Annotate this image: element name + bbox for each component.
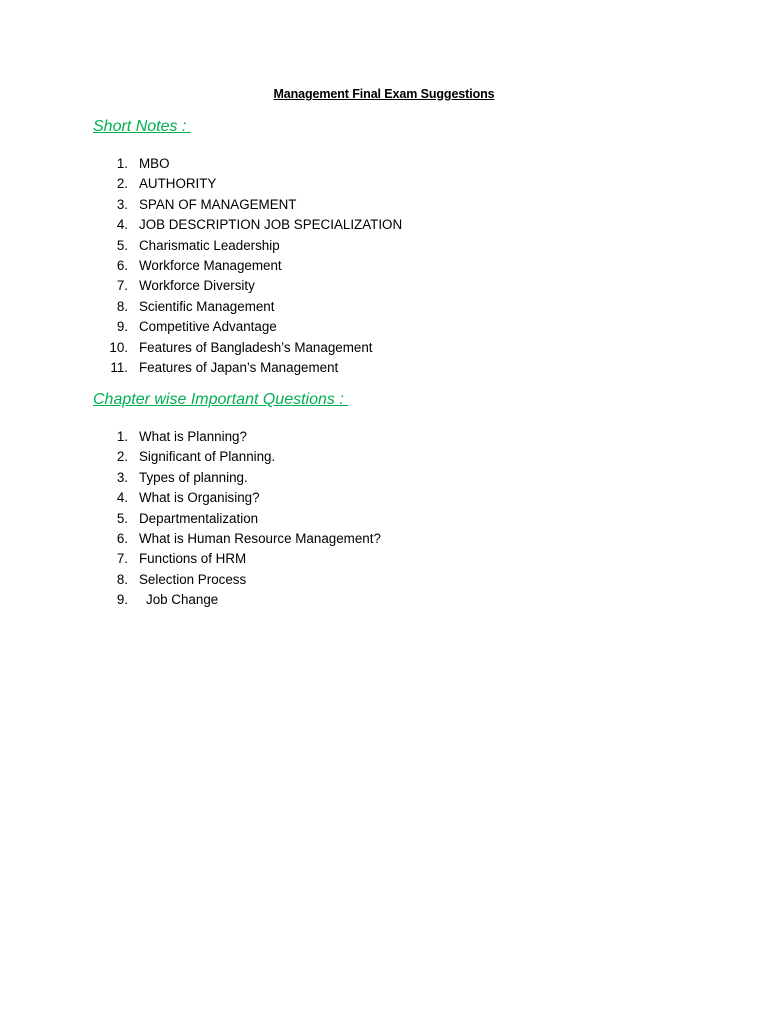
list-item-text: What is Planning? [139, 429, 247, 444]
list-item-number: 1. [116, 429, 128, 444]
list-item-text: Scientific Management [139, 298, 275, 314]
list-item-text: Competitive Advantage [139, 319, 277, 335]
list-item-number: 4. [116, 490, 128, 506]
list-item-number: 2. [116, 176, 128, 192]
list-item-number: 3. [116, 469, 128, 485]
list-item-number: 2. [116, 449, 128, 465]
list-item-number: 7. [116, 551, 128, 567]
list-item-text: Significant of Planning. [139, 449, 276, 465]
list-item-number: 5. [116, 510, 128, 526]
list-item-text: Job Change [146, 592, 219, 608]
list-item-text: Charismatic Leadership [139, 237, 280, 253]
list-item-text: Functions of HRM [139, 551, 247, 567]
list-item-text: JOB DESCRIPTION JOB SPECIALIZATION [139, 217, 403, 233]
questions-heading: Chapter wise Important Questions : [93, 391, 349, 408]
list-item-text: MBO [139, 156, 170, 171]
list-item-text: What is Human Resource Management? [139, 530, 381, 546]
list-item-number: 3. [116, 196, 128, 212]
list-item-text: Features of Japan’s Management [139, 359, 339, 375]
document-title: Management Final Exam Suggestions [273, 87, 495, 101]
list-item-text: Selection Process [139, 571, 247, 587]
list-item-number: 8. [116, 298, 128, 314]
list-item-number: 10. [109, 339, 128, 355]
list-item-text: AUTHORITY [139, 176, 217, 192]
list-item-number: 11. [110, 359, 128, 375]
list-item-number: 1. [116, 156, 128, 171]
list-item-number: 4. [116, 217, 128, 233]
list-item-number: 8. [116, 571, 128, 587]
list-item-text: Workforce Diversity [139, 278, 255, 294]
list-item-number: 6. [116, 257, 128, 273]
list-item-text: Types of planning. [139, 469, 248, 485]
list-item-text: Departmentalization [139, 510, 259, 526]
list-item-number: 7. [116, 278, 128, 294]
list-item-number: 5. [116, 237, 128, 253]
list-item-number: 9. [116, 592, 128, 608]
list-item-text: Features of Bangladesh’s Management [139, 339, 373, 355]
list-item-number: 9. [116, 319, 128, 335]
short-notes-heading: Short Notes : [93, 118, 191, 135]
list-item-number: 6. [116, 530, 128, 546]
list-item-text: Workforce Management [139, 257, 282, 273]
list-item-text: What is Organising? [139, 490, 260, 506]
list-item-text: SPAN OF MANAGEMENT [139, 196, 297, 212]
